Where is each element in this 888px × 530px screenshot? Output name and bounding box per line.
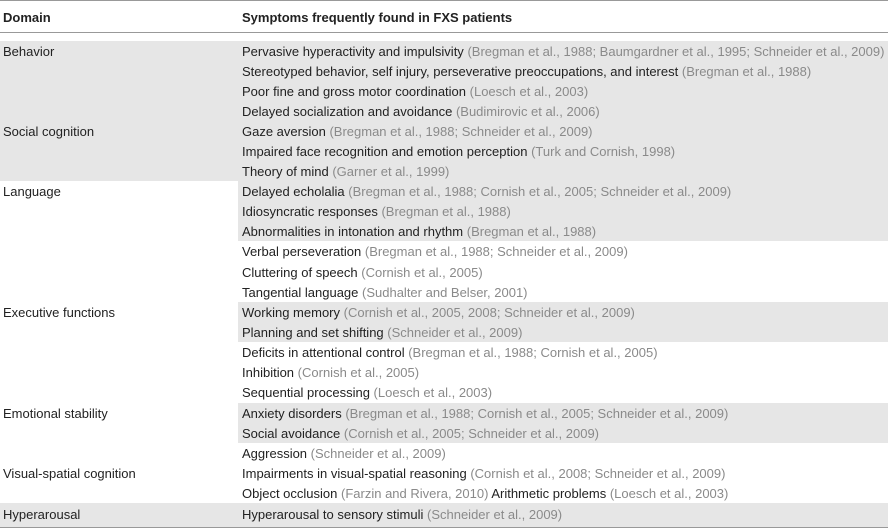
citation: (Schneider et al., 2009) xyxy=(310,446,446,461)
table-row xyxy=(0,262,888,282)
symptom-text: Abnormalities in intonation and rhythm xyxy=(242,224,464,239)
symptom-text: Verbal perseveration xyxy=(242,244,362,259)
domain-cell: Behavior xyxy=(3,44,55,59)
symptom-cell xyxy=(242,124,593,139)
citation: (Loesch et al., 2003) xyxy=(469,84,589,99)
table-row xyxy=(0,61,888,81)
domain-cell: Executive functions xyxy=(3,305,116,320)
table-row xyxy=(0,81,888,101)
symptom-cell xyxy=(242,406,728,421)
symptom-text: Deficits in attentional control xyxy=(242,345,405,360)
symptom-text: Planning and set shifting xyxy=(242,325,384,340)
citation: (Cornish et al., 2008; Schneider et al., 2009) xyxy=(470,466,726,481)
symptom-cell xyxy=(242,265,483,280)
citation: (Schneider et al., 2009) xyxy=(426,507,563,522)
domain-cell: Social cognition xyxy=(3,124,95,139)
citation: (Cornish et al., 2005, 2008; Schneider et al., 2009) xyxy=(343,305,635,320)
citation: (Cornish et al., 2005) xyxy=(297,365,420,380)
symptom-cell xyxy=(242,204,511,219)
symptom-text: Impaired face recognition and emotion perception xyxy=(242,144,528,159)
table-row xyxy=(0,282,888,302)
symptom-text: Stereotyped behavior, self injury, perseverative preoccupations, and interest xyxy=(242,64,679,79)
table-row xyxy=(0,302,888,322)
domain-cell: Hyperarousal xyxy=(3,507,81,522)
table-bottom-rule xyxy=(0,527,888,528)
table-row xyxy=(0,504,888,524)
symptom-text: Social avoidance xyxy=(242,426,341,441)
symptom-cell xyxy=(242,325,522,340)
citation: (Bregman et al., 1988; Cornish et al., 2005; Schneider et al., 2009) xyxy=(345,406,729,421)
symptom-cell xyxy=(242,64,811,79)
table-row xyxy=(0,342,888,362)
citation: (Bregman et al., 1988; Schneider et al., 2009) xyxy=(329,124,593,139)
symptom-text: Anxiety disorders xyxy=(242,406,342,421)
symptom-cell xyxy=(242,164,449,179)
symptom-text: Aggression xyxy=(242,446,308,461)
symptom-text: Delayed echolalia xyxy=(242,184,345,199)
symptom-cell xyxy=(242,244,628,259)
symptom-text: Pervasive hyperactivity and impulsivity xyxy=(242,44,464,59)
table-row xyxy=(0,41,888,61)
table-row xyxy=(0,161,888,181)
symptom-text: Sequential processing xyxy=(242,385,370,400)
table-row xyxy=(0,362,888,382)
citation: (Sudhalter and Belser, 2001) xyxy=(362,285,528,300)
citation: (Bregman et al., 1988; Schneider et al., 2009) xyxy=(364,244,628,259)
symptom-cell xyxy=(242,426,599,441)
symptom-text: Hyperarousal to sensory stimuli xyxy=(242,507,424,522)
citation: (Bregman et al., 1988) xyxy=(466,224,597,239)
table-row xyxy=(0,423,888,443)
symptom-text: Idiosyncratic responses xyxy=(242,204,378,219)
symptom-text: Tangential language xyxy=(242,285,359,300)
citation: (Bregman et al., 1988; Cornish et al., 2005; Schneider et al., 2009) xyxy=(348,184,732,199)
table-header xyxy=(0,0,888,33)
table-row xyxy=(0,241,888,261)
symptom-cell xyxy=(242,184,731,199)
symptom-text: Cluttering of speech xyxy=(242,265,358,280)
citation: (Budimirovic et al., 2006) xyxy=(455,104,600,119)
table-row xyxy=(0,443,888,463)
table-row xyxy=(0,201,888,221)
table-row xyxy=(0,483,888,503)
table-row xyxy=(0,382,888,402)
citation: (Farzin and Rivera, 2010) xyxy=(341,486,489,501)
table-row xyxy=(0,141,888,161)
citation: (Schneider et al., 2009) xyxy=(387,325,523,340)
symptom-cell xyxy=(242,466,725,481)
symptom-cell xyxy=(242,44,884,59)
domain-cell: Language xyxy=(3,184,61,199)
citation: (Bregman et al., 1988; Baumgardner et al., 1995; Schneider et al., 2009) xyxy=(467,44,885,59)
citation: (Bregman et al., 1988) xyxy=(681,64,812,79)
symptom-text: Inhibition xyxy=(242,365,295,380)
symptom-cell xyxy=(242,385,492,400)
symptom-text: Arithmetic problems xyxy=(491,486,607,501)
column-header-domain: Domain xyxy=(3,10,51,25)
symptom-text: Poor fine and gross motor coordination xyxy=(242,84,467,99)
citation: (Cornish et al., 2005; Schneider et al., 2009) xyxy=(343,426,600,441)
symptom-cell xyxy=(242,305,635,320)
table-row xyxy=(0,221,888,241)
column-header-symptoms: Symptoms frequently found in FXS patients xyxy=(242,10,513,25)
citation: (Loesch et al., 2003) xyxy=(609,486,729,501)
citation: (Bregman et al., 1988) xyxy=(381,204,511,219)
symptom-cell xyxy=(242,486,728,501)
domain-cell: Visual-spatial cognition xyxy=(3,466,136,481)
symptom-cell xyxy=(242,446,446,461)
symptom-cell xyxy=(242,345,658,360)
symptom-text: Working memory xyxy=(242,305,341,320)
symptom-text: Object occlusion xyxy=(242,486,338,501)
symptom-text: Theory of mind xyxy=(242,164,329,179)
symptom-text: Impairments in visual-spatial reasoning xyxy=(242,466,467,481)
table-row xyxy=(0,101,888,121)
symptom-cell xyxy=(242,144,675,159)
symptom-cell xyxy=(242,84,588,99)
table-row xyxy=(0,403,888,423)
symptom-text: Delayed socialization and avoidance xyxy=(242,104,453,119)
citation: (Loesch et al., 2003) xyxy=(373,385,493,400)
table-row xyxy=(0,181,888,201)
symptom-cell xyxy=(242,285,528,300)
citation: (Garner et al., 1999) xyxy=(332,164,450,179)
table-row xyxy=(0,463,888,483)
symptom-cell xyxy=(242,365,419,380)
symptom-cell xyxy=(242,507,562,522)
domain-cell: Emotional stability xyxy=(3,406,108,421)
citation: (Cornish et al., 2005) xyxy=(361,265,483,280)
table-row xyxy=(0,121,888,141)
table-row xyxy=(0,322,888,342)
symptom-text: Gaze aversion xyxy=(242,124,326,139)
citation: (Bregman et al., 1988; Cornish et al., 2005) xyxy=(408,345,658,360)
citation: (Turk and Cornish, 1998) xyxy=(531,144,676,159)
symptom-cell xyxy=(242,104,600,119)
symptom-cell xyxy=(242,224,596,239)
